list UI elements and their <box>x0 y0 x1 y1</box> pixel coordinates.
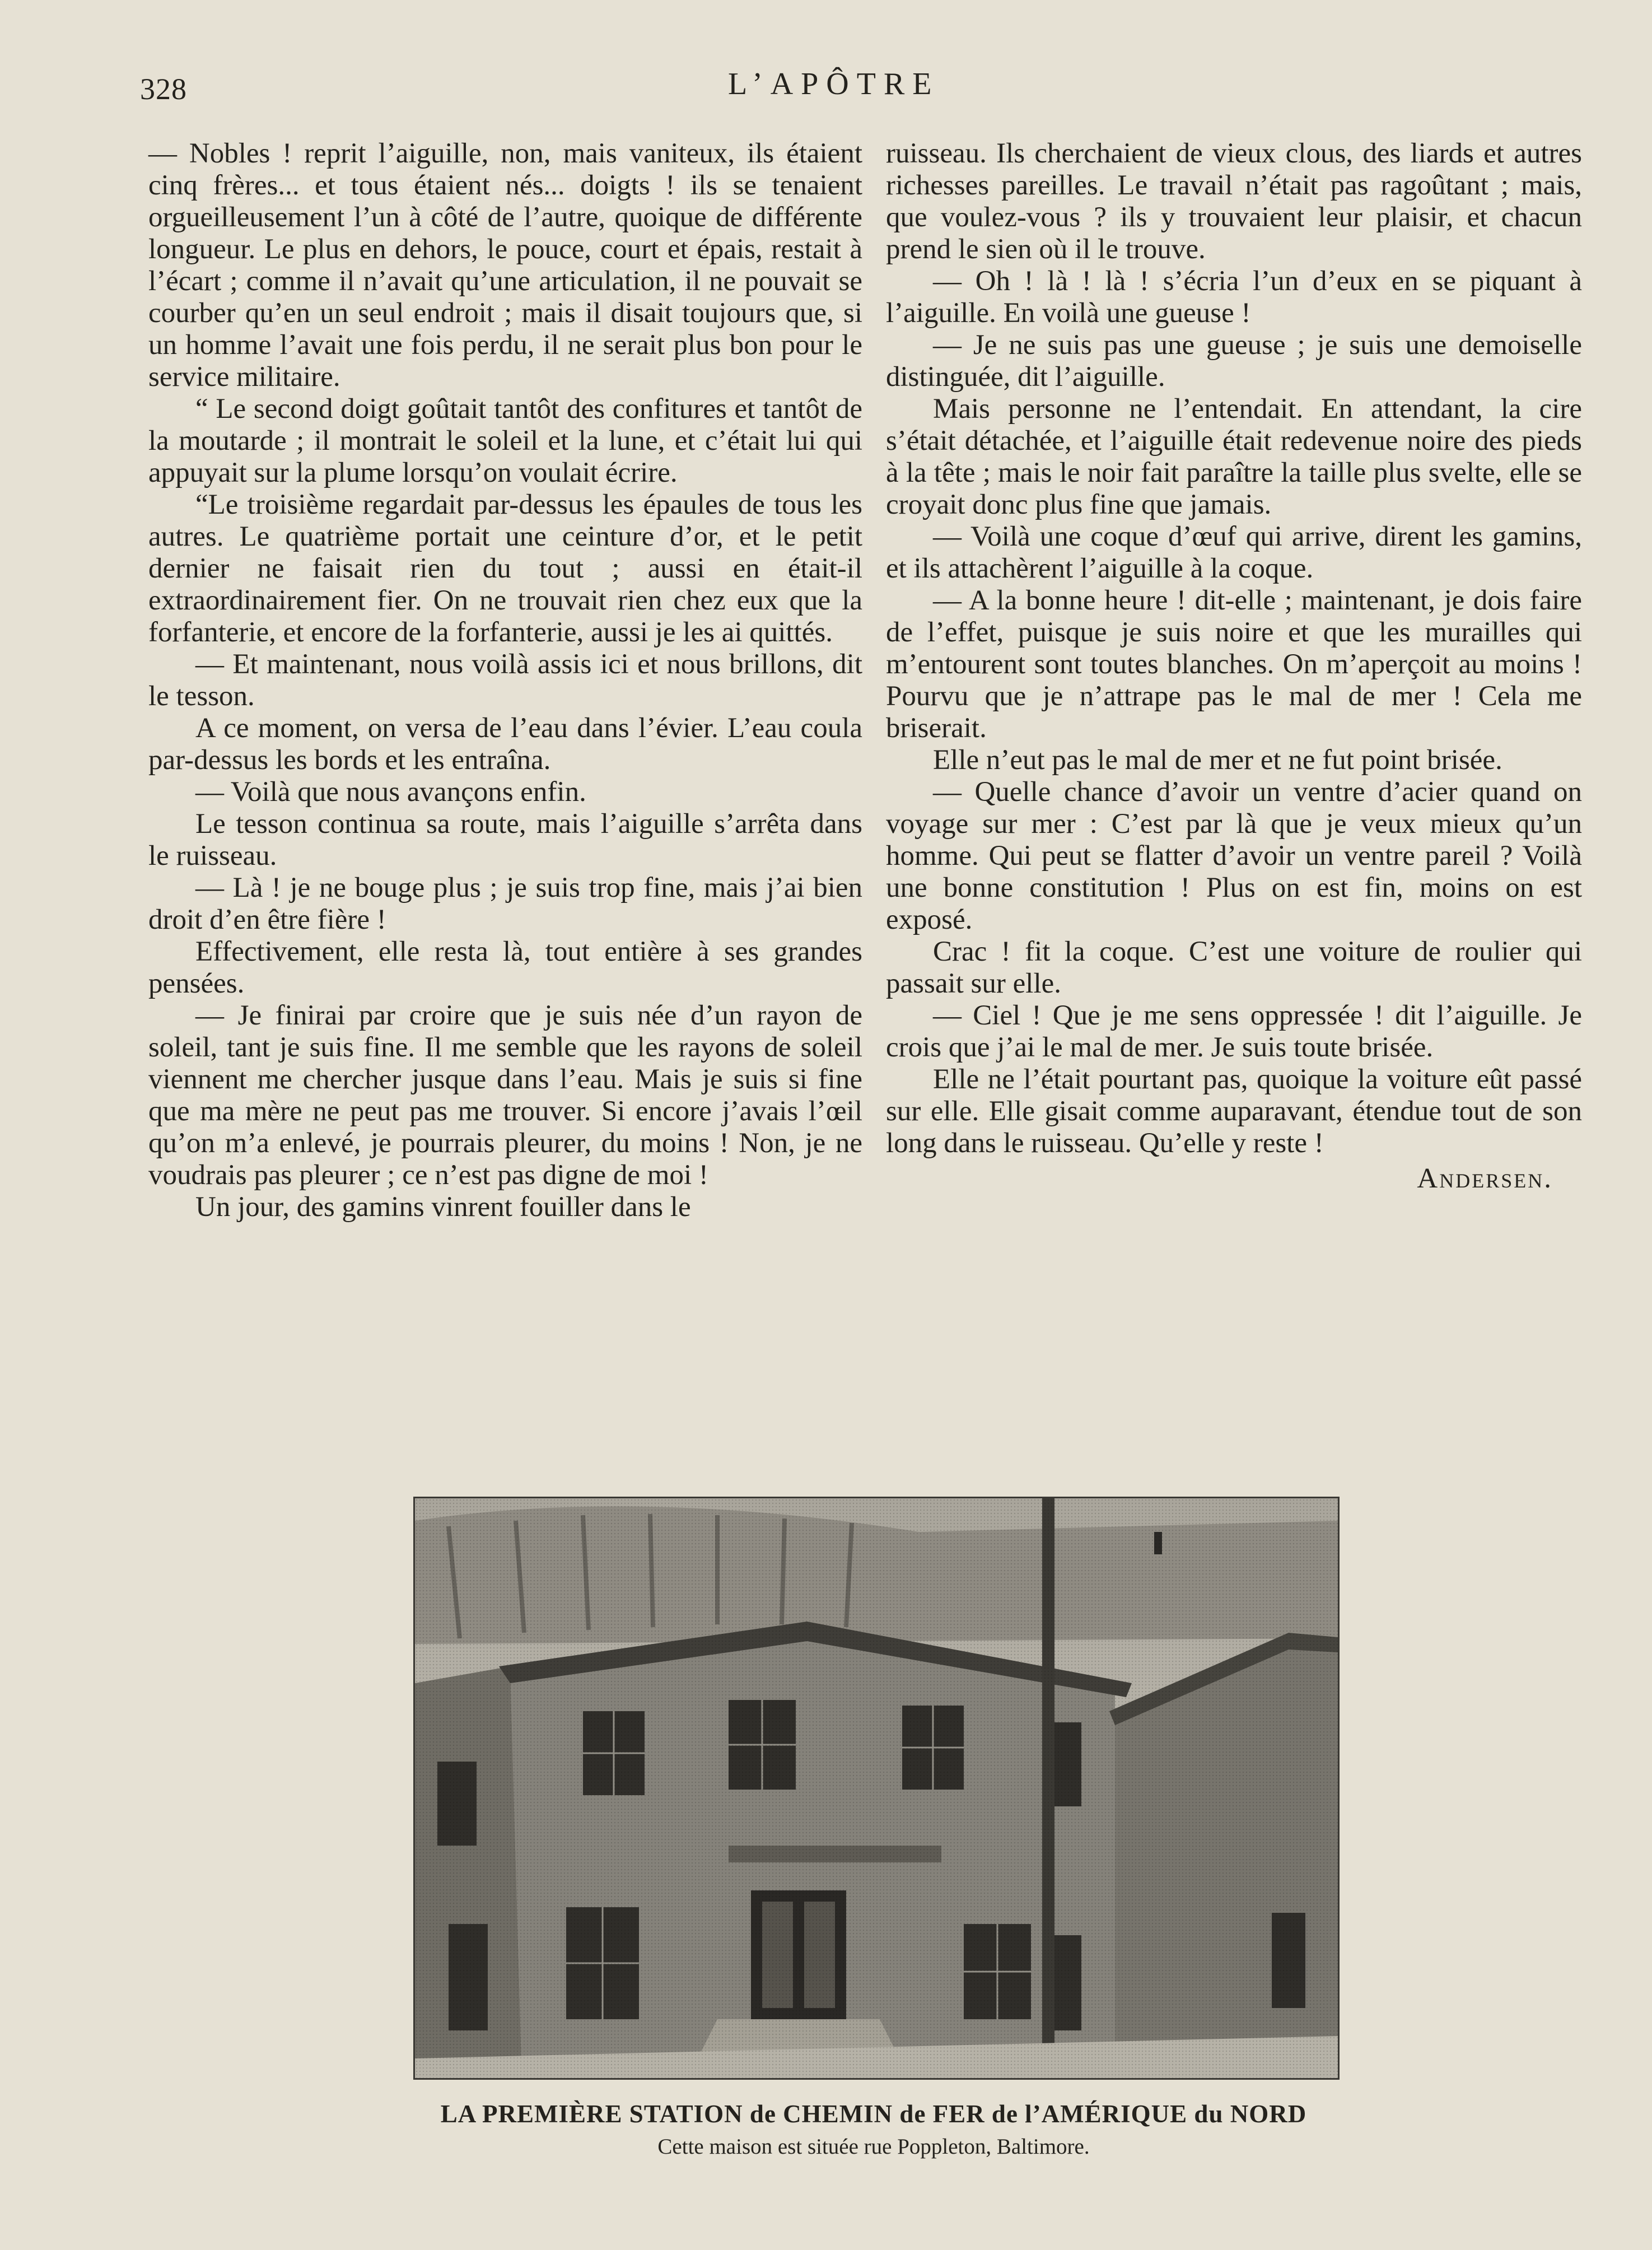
paragraph: — Voilà une coque d’œuf qui arrive, dirent les gamins, et ils attachèrent l’aiguille à la coque. <box>886 521 1582 584</box>
paragraph: — A la bonne heure ! dit-elle ; maintenant, je dois faire de l’effet, puisque je suis noire et que les murailles qui m’entourent sont toutes blanches. On m’aperçoit au moins ! Pourvu que je n’attrape pas le mal de mer ! Cela me briserait. <box>886 585 1582 744</box>
figure-caption-title: LA PREMIÈRE STATION de CHEMIN de FER de l’AMÉRIQUE du NORD <box>440 2100 1307 2128</box>
left-text-column <box>148 138 862 1223</box>
paragraph: ruisseau. Ils cherchaient de vieux clous, des liards et autres richesses pareilles. Le travail n’était pas ragoûtant ; mais, que voulez-vous ? ils y trouvaient leur plaisir, et chacun prend le sien où il le trouve. <box>886 138 1582 265</box>
paragraph: — Oh ! là ! là ! s’écria l’un d’eux en se piquant à l’aiguille. En voilà une gueuse ! <box>886 265 1582 329</box>
paragraph: Mais personne ne l’entendait. En attendant, la cire s’était détachée, et l’aiguille était redevenue noire des pieds à la tête ; mais le noir fait paraître la taille plus svelte, elle se croyait donc plus fine que jamais. <box>886 393 1582 520</box>
paragraph: — Ciel ! Que je me sens oppressée ! dit l’aiguille. Je crois que j’ai le mal de mer. Je suis toute brisée. <box>886 1000 1582 1063</box>
running-title: L’APÔTRE <box>728 67 940 101</box>
paragraph: — Nobles ! reprit l’aiguille, non, mais vaniteux, ils étaient cinq frères... et tous étaient nés... doigts ! ils se tenaient orgueilleusement l’un à côté de l’autre, quoique de différente longueur. Le plus en dehors, le pouce, court et épais, restait à l’écart ; comme il n’avait qu’une articulation, il ne pouvait se courber qu’en un seul endroit ; mais il disait toujours que, si un homme l’avait une fois perdu, il ne serait plus bon pour le service militaire. <box>148 138 862 393</box>
paragraph: — Et maintenant, nous voilà assis ici et nous brillons, dit le tesson. <box>148 649 862 712</box>
author-signature: Andersen. <box>1417 1163 1553 1194</box>
paragraph: Un jour, des gamins vinrent fouiller dans le <box>195 1191 691 1223</box>
paragraph: Crac ! fit la coque. C’est une voiture de roulier qui passait sur elle. <box>886 936 1582 999</box>
figure-caption-subtitle: Cette maison est située rue Poppleton, Baltimore. <box>657 2135 1090 2159</box>
page-number: 328 <box>140 72 187 106</box>
paragraph: — Voilà que nous avançons enfin. <box>195 776 586 808</box>
paragraph: Elle ne l’était pourtant pas, quoique la voiture eût passé sur elle. Elle gisait comme auparavant, étendue tout de son long dans le ruisseau. Qu’elle y reste ! <box>886 1064 1582 1159</box>
paragraph: Le tesson continua sa route, mais l’aiguille s’arrêta dans le ruisseau. <box>148 808 862 872</box>
paragraph: — Je finirai par croire que je suis née d’un rayon de soleil, tant je suis fine. Il me semble que les rayons de soleil viennent me chercher jusque dans l’eau. Mais je suis si fine que ma mère ne peut pas me trouver. Si encore j’avais l’œil qu’on m’a enlevé, je pourrais pleurer, du moins ! Non, je ne voudrais pas pleurer ; ce n’est pas digne de moi ! <box>148 1000 862 1191</box>
paragraph: — Quelle chance d’avoir un ventre d’acier quand on voyage sur mer : C’est par là que je veux mieux qu’un homme. Qui peut se flatter d’avoir un ventre pareil ? Voilà une bonne constitution ! Plus on est fin, moins on est exposé. <box>886 776 1582 935</box>
right-text-column <box>886 138 1582 1195</box>
paragraph: A ce moment, on versa de l’eau dans l’évier. L’eau coula par-dessus les bords et les entraîna. <box>148 712 862 776</box>
paragraph: — Là ! je ne bouge plus ; je suis trop fine, mais j’ai bien droit d’en être fière ! <box>148 872 862 935</box>
paragraph: “Le troisième regardait par-dessus les épaules de tous les autres. Le quatrième portait une ceinture d’or, et le petit dernier ne faisait rien du tout ; aussi en était-il extraordinairement fier. On ne trouvait rien chez eux que la forfanterie, et encore de la forfanterie, aussi je les ai quittés. <box>148 489 862 648</box>
paragraph: Effectivement, elle resta là, tout entière à ses grandes pensées. <box>148 936 862 999</box>
station-photograph <box>413 1497 1340 2080</box>
paragraph: — Je ne suis pas une gueuse ; je suis une demoiselle distinguée, dit l’aiguille. <box>886 329 1582 393</box>
paragraph: Elle n’eut pas le mal de mer et ne fut point brisée. <box>933 744 1502 776</box>
paragraph: “ Le second doigt goûtait tantôt des confitures et tantôt de la moutarde ; il montrait le soleil et la lune, et c’était lui qui appuyait sur la plume lorsqu’on voulait écrire. <box>148 393 862 488</box>
